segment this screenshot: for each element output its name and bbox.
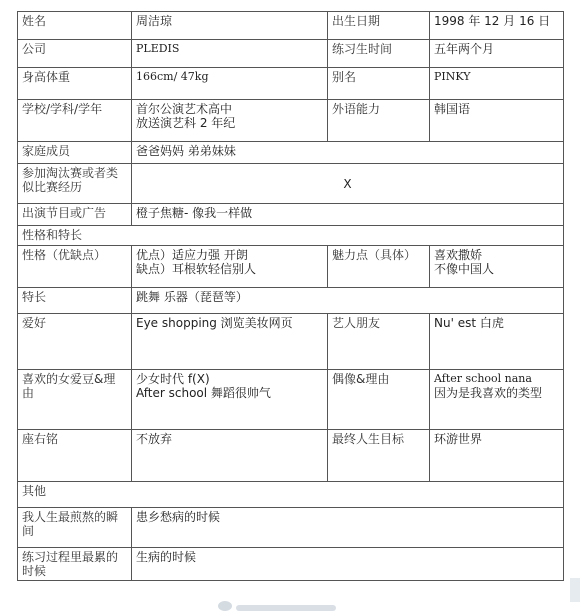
hobby-value: Eye shopping 浏览美妆网页 [132,314,328,370]
alias-label: 别名 [328,68,430,100]
personality-value [132,246,328,288]
row-section-personality [18,226,564,246]
shows-value: 橙子焦糖- 像我一样做 [132,204,564,226]
training-label: 练习过程里最累的时候 [18,548,132,581]
watermark [218,596,358,608]
charm-label: 魅力点（具体） [328,246,430,288]
height-weight-value: 166cm/ 47kg [132,68,328,100]
row-personality [18,246,564,288]
family-value: 爸爸妈妈 弟弟妹妹 [132,142,564,164]
row-height-weight [18,68,564,100]
row-family [18,142,564,164]
name-label: 姓名 [18,12,132,40]
fav-idol-line1: 少女时代 f(X) [136,372,210,386]
specialty-value: 跳舞 乐器（琵琶等） [132,288,564,314]
row-name [18,12,564,40]
school-value-line1: 首尔公演艺术高中 [136,102,233,116]
charm-line1: 喜欢撒娇 [434,248,483,262]
charm-value [430,246,564,288]
row-hobby [18,314,564,370]
trainee-time-value: 五年两个月 [430,40,564,68]
training-value: 生病的时候 [132,548,564,581]
trainee-time-label: 练习生时间 [328,40,430,68]
profile-table [17,11,564,581]
role-model-line2: 因为是我喜欢的类型 [434,386,543,400]
row-specialty [18,288,564,314]
hardest-value: 患乡愁病的时候 [132,508,564,548]
language-value: 韩国语 [430,100,564,142]
personality-label: 性格（优缺点） [18,246,132,288]
row-motto [18,430,564,482]
section-personality-heading: 性格和特长 [18,226,564,246]
row-section-other [18,482,564,508]
school-value-line2: 放送演艺科 2 年纪 [136,116,236,130]
fav-idol-label: 喜欢的女爱豆&理由 [18,370,132,430]
language-label: 外语能力 [328,100,430,142]
row-training [18,548,564,581]
page-edge-shadow [570,578,580,602]
row-company [18,40,564,68]
charm-line2: 不像中国人 [434,262,495,276]
row-competition [18,164,564,204]
row-school [18,100,564,142]
celebrity-friend-label: 艺人朋友 [328,314,430,370]
name-value: 周洁琼 [132,12,328,40]
motto-value: 不放弃 [132,430,328,482]
company-label: 公司 [18,40,132,68]
watermark-logo-icon [218,601,232,611]
row-shows [18,204,564,226]
role-model-line1: After school nana [434,372,532,385]
row-fav-idol [18,370,564,430]
hobby-label: 爱好 [18,314,132,370]
birthday-label: 出生日期 [328,12,430,40]
alias-value: PINKY [430,68,564,100]
row-hardest [18,508,564,548]
competition-label: 参加淘汰赛或者类似比赛经历 [18,164,132,204]
company-value: PLEDIS [132,40,328,68]
motto-label: 座右铭 [18,430,132,482]
height-weight-label: 身高体重 [18,68,132,100]
watermark-text-blur [236,605,336,611]
fav-idol-line2: After school 舞蹈很帅气 [136,386,271,400]
life-goal-label: 最终人生目标 [328,430,430,482]
personality-line1: 优点）适应力强 开朗 [136,248,248,262]
competition-value: X [132,164,564,204]
personality-line2: 缺点）耳根软轻信别人 [136,262,257,276]
family-label: 家庭成员 [18,142,132,164]
shows-label: 出演节目或广告 [18,204,132,226]
school-label: 学校/学科/学年 [18,100,132,142]
hardest-label: 我人生最煎熬的瞬间 [18,508,132,548]
celebrity-friend-value: Nu' est 白虎 [430,314,564,370]
role-model-value [430,370,564,430]
school-value [132,100,328,142]
role-model-label: 偶像&理由 [328,370,430,430]
fav-idol-value [132,370,328,430]
life-goal-value: 环游世界 [430,430,564,482]
section-other-heading: 其他 [18,482,564,508]
birthday-value: 1998 年 12 月 16 日 [430,12,564,40]
specialty-label: 特长 [18,288,132,314]
